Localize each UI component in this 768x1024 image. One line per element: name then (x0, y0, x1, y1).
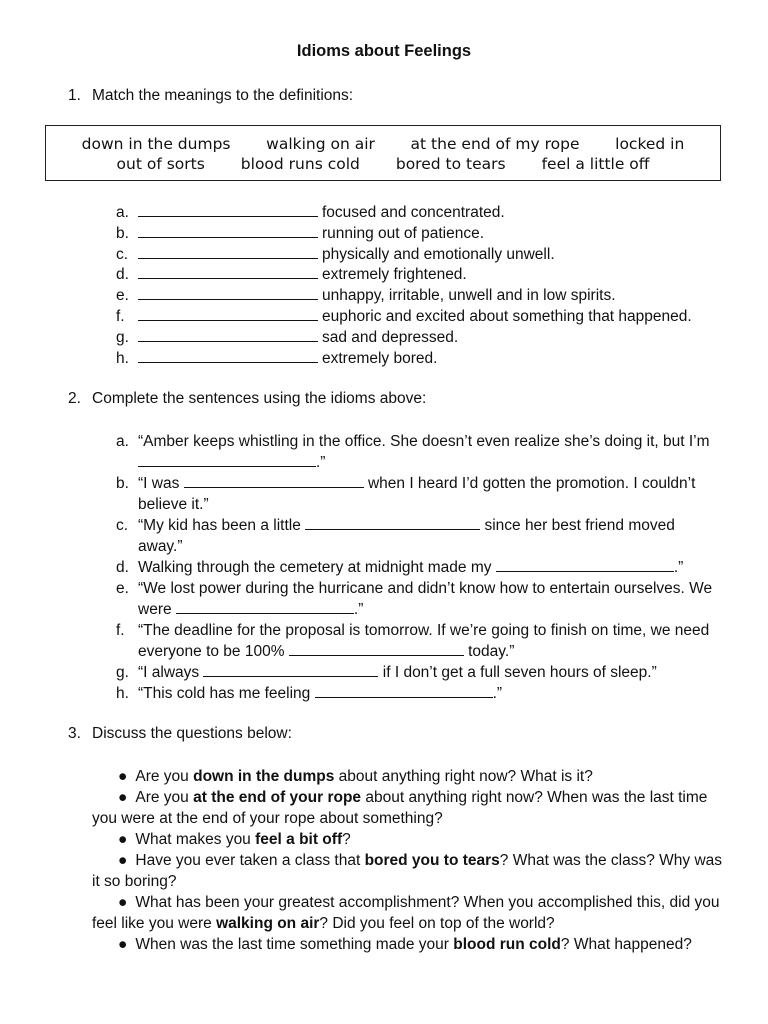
answer-blank[interactable] (138, 223, 318, 238)
definition-item (116, 306, 692, 327)
answer-blank[interactable] (315, 683, 493, 698)
sentence-item (116, 578, 716, 620)
item-letter: a. (116, 204, 129, 221)
answer-blank[interactable] (138, 306, 318, 321)
discussion-item (92, 829, 728, 850)
item-letter: c. (116, 245, 129, 263)
bullet-icon: ● (118, 852, 128, 869)
answer-blank[interactable] (305, 515, 480, 530)
discussion-text: Have you ever taken a class that (135, 852, 365, 869)
idiom: at the end of my rope (410, 135, 580, 153)
question-number: 1. (68, 87, 81, 104)
answer-blank[interactable] (289, 641, 464, 656)
item-letter: f. (116, 622, 125, 639)
discussion-questions (92, 766, 728, 955)
discussion-text: When was the last time something made your (135, 936, 454, 953)
question-number: 2. (68, 390, 81, 407)
definition-text: running out of patience. (322, 224, 485, 242)
item-letter: g. (116, 664, 129, 681)
idiom-highlight: feel a bit off (255, 831, 343, 848)
sentence-text: “This cold has me feeling (138, 685, 315, 702)
discussion-text: ? What was the class? Why was it so boring? (92, 852, 723, 890)
answer-blank[interactable] (203, 662, 378, 677)
definition-item (116, 244, 692, 265)
item-letter: e. (116, 580, 129, 597)
item-letter: b. (116, 224, 129, 242)
definition-item (116, 327, 692, 348)
item-letter: a. (116, 433, 129, 450)
item-letter: h. (116, 349, 129, 367)
sentences-list (116, 431, 716, 704)
sentence-text: “We lost power during the hurricane and didn’t know how to entertain ourselves. We were (138, 580, 713, 618)
sentence-item (116, 557, 716, 578)
answer-blank[interactable] (138, 452, 316, 467)
item-letter: g. (116, 328, 129, 346)
sentence-text: Walking through the cemetery at midnight made my (138, 559, 496, 576)
sentence-text: since her best friend moved away.” (138, 517, 675, 555)
idiom: down in the dumps (81, 135, 231, 153)
word-bank-row (46, 155, 720, 173)
definition-item (116, 348, 692, 369)
discussion-item (92, 766, 728, 787)
sentence-text: “I always (138, 664, 204, 681)
answer-blank[interactable] (138, 202, 318, 217)
sentence-item (116, 620, 716, 662)
definition-text: extremely bored. (322, 349, 438, 367)
item-letter: f. (116, 307, 125, 325)
idiom-highlight: down in the dumps (193, 768, 335, 785)
sentence-item (116, 683, 716, 704)
word-bank-row (46, 135, 720, 153)
question-number: 3. (68, 725, 81, 742)
answer-blank[interactable] (138, 285, 318, 300)
discussion-text: ? Did you feel on top of the world? (319, 915, 555, 932)
definition-text: sad and depressed. (322, 328, 459, 346)
bullet-icon: ● (118, 936, 128, 953)
discussion-text: about anything right now? What is it? (334, 768, 593, 785)
sentence-text: today.” (463, 643, 515, 660)
definition-item (116, 223, 692, 244)
discussion-text: Are you (135, 789, 194, 806)
discussion-item (92, 850, 728, 892)
definition-text: physically and emotionally unwell. (322, 245, 555, 263)
idiom-highlight: blood run cold (453, 936, 561, 953)
question-text: Match the meanings to the definitions: (92, 87, 354, 104)
idiom: feel a little off (541, 155, 650, 173)
question-2-heading (68, 390, 426, 408)
discussion-text: ? What happened? (560, 936, 692, 953)
discussion-item (92, 787, 728, 829)
sentence-text: “The deadline for the proposal is tomorrow. If we’re going to finish on time, we need everyone to be 100% (138, 622, 710, 660)
sentence-text: .” (673, 559, 684, 576)
sentence-item (116, 431, 716, 473)
item-letter: e. (116, 287, 129, 305)
definition-item (116, 202, 692, 223)
question-1-heading (68, 87, 353, 105)
idiom: blood runs cold (240, 155, 360, 173)
item-letter: d. (116, 559, 129, 576)
answer-blank[interactable] (176, 599, 354, 614)
answer-blank[interactable] (496, 557, 674, 572)
idiom: locked in (615, 135, 685, 153)
discussion-text: What makes you (135, 831, 256, 848)
sentence-text: .” (492, 685, 503, 702)
question-3-heading (68, 725, 292, 743)
page-title: Idioms about Feelings (296, 42, 472, 60)
idiom-highlight: at the end of your rope (193, 789, 362, 806)
question-text: Discuss the questions below: (92, 725, 292, 742)
discussion-text: ? (342, 831, 351, 848)
idiom: walking on air (266, 135, 375, 153)
discussion-text: What has been your greatest accomplishment? When you accomplished this, did you feel like you were (92, 894, 720, 932)
sentence-text: when I heard I’d gotten the promotion. I couldn’t believe it.” (138, 475, 696, 513)
definition-item (116, 264, 692, 285)
item-letter: d. (116, 266, 129, 284)
discussion-item (92, 934, 728, 955)
bullet-icon: ● (118, 789, 128, 806)
sentence-item (116, 515, 716, 557)
sentence-text: “My kid has been a little (138, 517, 306, 534)
discussion-item (92, 892, 728, 934)
item-letter: h. (116, 685, 129, 702)
sentence-item (116, 473, 716, 515)
answer-blank[interactable] (138, 264, 318, 279)
definition-text: focused and concentrated. (322, 204, 505, 221)
discussion-text: Are you (135, 768, 194, 785)
definition-item (116, 285, 692, 306)
definition-text: euphoric and excited about something that happened. (322, 307, 692, 325)
bullet-icon: ● (118, 831, 128, 848)
sentence-text: if I don’t get a full seven hours of sleep.” (378, 664, 657, 681)
bullet-icon: ● (118, 768, 128, 785)
bullet-icon: ● (118, 894, 128, 911)
definition-text: extremely frightened. (322, 266, 467, 284)
discussion-text: about anything right now? When was the last time you were at the end of your rope about something? (92, 789, 708, 827)
sentence-text: .” (353, 601, 364, 618)
answer-blank[interactable] (184, 473, 364, 488)
definition-text: unhappy, irritable, unwell and in low spirits. (322, 287, 616, 305)
idiom-highlight: bored you to tears (364, 852, 500, 869)
sentence-text: “I was (138, 475, 184, 492)
item-letter: b. (116, 475, 129, 492)
answer-blank[interactable] (138, 348, 318, 363)
idiom: bored to tears (395, 155, 506, 173)
question-text: Complete the sentences using the idioms above: (92, 390, 427, 407)
sentence-text: “Amber keeps whistling in the office. She doesn’t even realize she’s doing it, but I’m (138, 433, 710, 450)
idiom-highlight: walking on air (216, 915, 320, 932)
sentence-text: .” (316, 454, 326, 471)
sentence-item (116, 662, 716, 683)
definitions-list (116, 202, 692, 368)
idiom: out of sorts (116, 155, 205, 173)
answer-blank[interactable] (138, 244, 318, 259)
item-letter: c. (116, 517, 129, 534)
answer-blank[interactable] (138, 327, 318, 342)
idiom-word-bank (45, 125, 721, 181)
